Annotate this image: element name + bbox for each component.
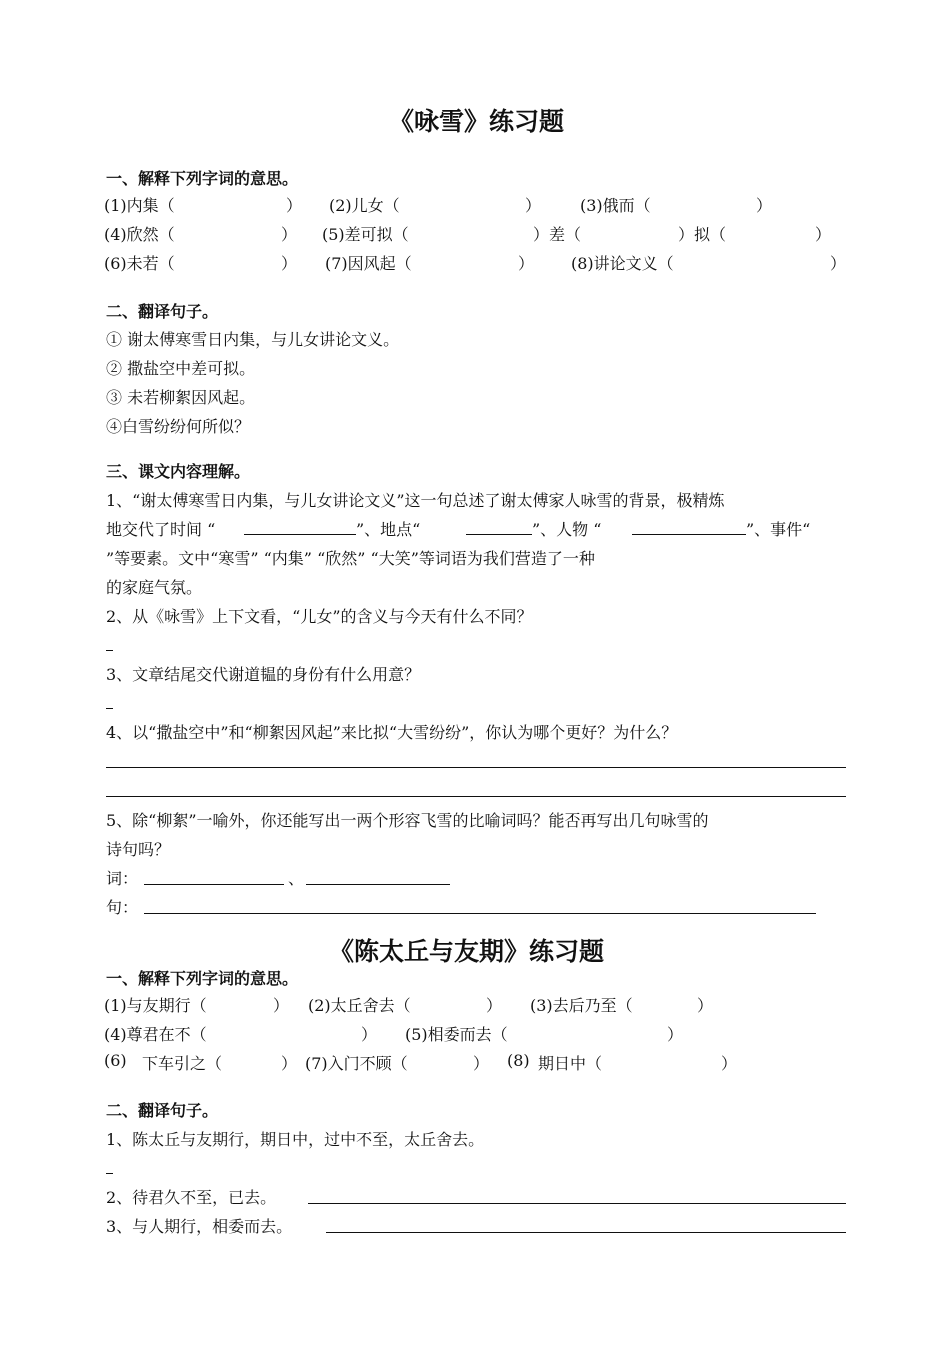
question-3: 3、文章结尾交代谢道韫的身份有什么用意？ (106, 665, 421, 684)
section-heading-2-2: 二、翻译句子。 (106, 1101, 219, 1120)
term2-5: (5)相委而去（ (405, 1025, 508, 1044)
term2-2: (2)太丘舍去（ (308, 996, 411, 1015)
term2-6-close: ） (281, 1054, 298, 1073)
term2-1: (1)与友期行（ (104, 996, 207, 1015)
answer-line-word-2 (306, 884, 450, 885)
term-1-close: ） (286, 196, 303, 215)
section-heading-2-1: 一、解释下列字词的意思。 (106, 969, 299, 988)
worksheet-title-1: 《咏雪》练习题 (389, 107, 565, 136)
q1-event-label: ”、事件“ (746, 520, 811, 539)
term2-5-close: ） (667, 1025, 684, 1044)
word-separator: 、 (288, 869, 305, 888)
answer-line-q4-2 (106, 796, 846, 797)
term2-3-close: ） (697, 996, 714, 1015)
term2-7-close: ） (473, 1054, 490, 1073)
term-2: (2)儿女（ (329, 196, 400, 215)
translate2-item-3: 3、与人期行，相委而去。 (106, 1217, 293, 1236)
answer-line-q4-1 (106, 767, 846, 768)
answer-line-people (632, 534, 746, 535)
question-5-line-2: 诗句吗？ (106, 840, 171, 859)
term-8-close: ） (830, 254, 847, 273)
answer-line-t3 (326, 1232, 846, 1233)
term2-8: 期日中（ (538, 1054, 603, 1073)
answer-line-time (244, 534, 356, 535)
question-1-line-3: ”等要素。文中“寒雪” “内集” “欣然” “大笑”等词语为我们营造了一种 (106, 549, 595, 568)
translate-item-1: ① 谢太傅寒雪日内集，与儿女讲论文义。 (106, 330, 400, 349)
question-4: 4、以“撒盐空中”和“柳絮因风起”来比拟“大雪纷纷”，你认为哪个更好？为什么？ (106, 723, 678, 742)
question-1-line-4: 的家庭气氛。 (106, 578, 203, 597)
section-heading-1-3: 三、课文内容理解。 (106, 462, 251, 481)
term-2-close: ） (525, 196, 542, 215)
section-heading-1-1: 一、解释下列字词的意思。 (106, 169, 299, 188)
question-1-line-1: 1、“谢太傅寒雪日内集，与儿女讲论文义”这一句总述了谢太傅家人咏雪的背景，极精炼 (106, 491, 725, 510)
q1-place-label: ”、地点“ (356, 520, 421, 539)
term2-6-number: (6) (104, 1051, 127, 1070)
answer-mark-t1 (106, 1173, 113, 1174)
term-ni-close: ） (815, 225, 832, 244)
word-label: 词： (106, 869, 139, 888)
term2-4: (4)尊君在不（ (104, 1025, 207, 1044)
term-6-close: ） (281, 254, 298, 273)
term-5-close-and-term-cha: ）差（ (533, 225, 582, 244)
term2-1-close: ） (273, 996, 290, 1015)
term2-4-close: ） (361, 1025, 378, 1044)
term2-8-number: (8) (507, 1051, 530, 1070)
term2-6: 下车引之（ (142, 1054, 223, 1073)
translate-item-2: ② 撒盐空中差可拟。 (106, 359, 256, 378)
term-8: (8)讲论文义（ (571, 254, 674, 273)
answer-mark-q3 (106, 708, 113, 709)
term-7-close: ） (518, 254, 535, 273)
term2-8-close: ） (721, 1054, 738, 1073)
term2-2-close: ） (486, 996, 503, 1015)
term-5: (5)差可拟（ (322, 225, 409, 244)
term2-3: (3)去后乃至（ (530, 996, 633, 1015)
answer-line-t2 (308, 1203, 846, 1204)
term-3-close: ） (756, 196, 773, 215)
term-ni: ）拟（ (678, 225, 727, 244)
answer-line-word-1 (144, 884, 284, 885)
translate-item-4: ④白雪纷纷何所似？ (106, 417, 251, 436)
translate2-item-1: 1、陈太丘与友期行，期日中，过中不至，太丘舍去。 (106, 1130, 485, 1149)
sentence-label: 句： (106, 898, 139, 917)
question-2: 2、从《咏雪》上下文看，“儿女”的含义与今天有什么不同？ (106, 607, 533, 626)
answer-mark-q2 (106, 650, 113, 651)
term2-7: (7)入门不顾（ (305, 1054, 408, 1073)
term-4: (4)欣然（ (104, 225, 175, 244)
q1-people-label: ”、人物 “ (532, 520, 602, 539)
translate2-item-2: 2、待君久不至，已去。 (106, 1188, 277, 1207)
term-1: (1)内集（ (104, 196, 175, 215)
section-heading-1-2: 二、翻译句子。 (106, 302, 219, 321)
answer-line-place (466, 534, 532, 535)
translate-item-3: ③ 未若柳絮因风起。 (106, 388, 256, 407)
question-5-line-1: 5、除“柳絮”一喻外，你还能写出一两个形容飞雪的比喻词吗？能否再写出几句咏雪的 (106, 811, 709, 830)
term-3: (3)俄而（ (580, 196, 651, 215)
term-7: (7)因风起（ (325, 254, 412, 273)
q1-time-label: 地交代了时间 “ (106, 520, 216, 539)
worksheet-title-2: 《陈太丘与友期》练习题 (329, 937, 605, 966)
term-6: (6)未若（ (104, 254, 175, 273)
answer-line-sentence (144, 913, 816, 914)
term-4-close: ） (281, 225, 298, 244)
